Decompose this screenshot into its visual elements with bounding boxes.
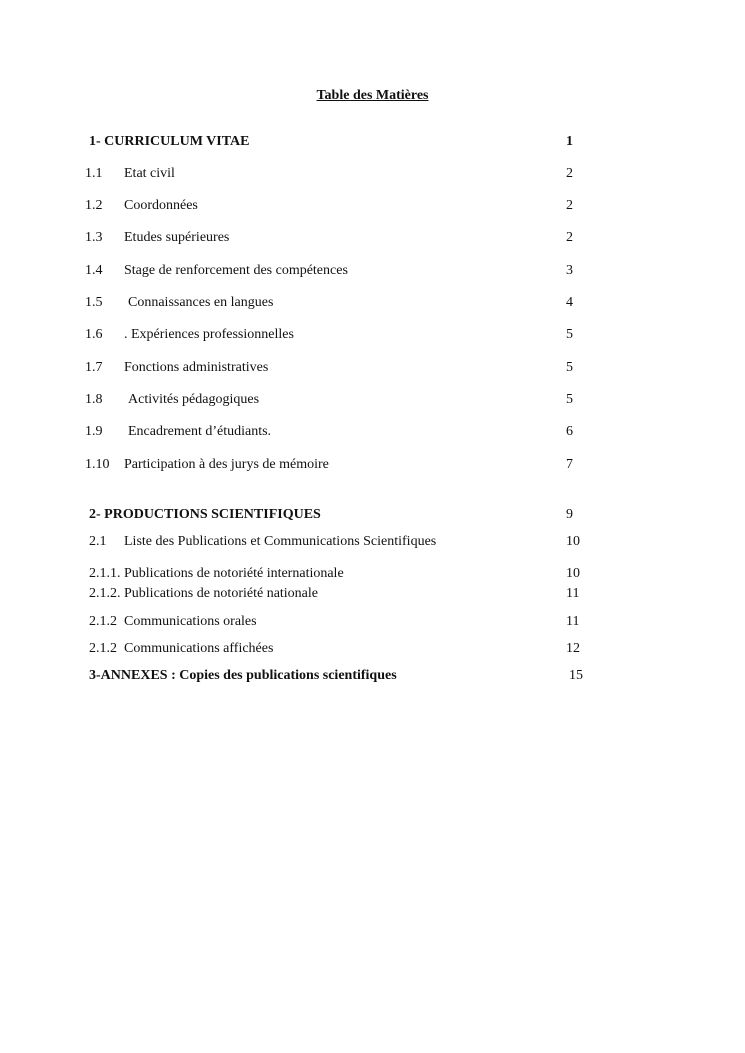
toc-entry-2-1-2: [0, 585, 745, 603]
toc-entry-label: Publications de notoriété internationale: [124, 566, 344, 581]
toc-entry-2-1-2-poster: [0, 640, 745, 658]
toc-entry-label: Publications de notoriété nationale: [124, 586, 319, 601]
toc-entry-1-5: [0, 294, 745, 312]
toc-entry-number: 2.1.2: [89, 641, 117, 656]
toc-entry-1-4: [0, 262, 745, 280]
toc-entry-number: 1.5: [85, 295, 103, 310]
toc-section-label: 2- PRODUCTIONS SCIENTIFIQUES: [89, 507, 321, 522]
toc-entry-2-1-1: [0, 565, 745, 583]
toc-entry-2-1: [0, 533, 745, 551]
toc-entry-1-8: [0, 391, 745, 409]
toc-entry-label: Coordonnées: [124, 198, 198, 213]
toc-page-number: 11: [566, 586, 580, 601]
toc-entry-number: 1.10: [85, 457, 110, 472]
toc-entry-number: 1.1: [85, 166, 103, 181]
toc-entry-number: 1.2: [85, 198, 103, 213]
toc-entry-label: . Expériences professionnelles: [124, 327, 294, 342]
toc-entry-number: 2.1: [89, 534, 107, 549]
toc-entry-label: Activités pédagogiques: [128, 392, 260, 407]
toc-page-number: 7: [566, 457, 573, 472]
toc-entry-label: Encadrement d’étudiants.: [128, 424, 272, 439]
toc-page-number: 5: [566, 360, 573, 375]
toc-page-number: 2: [566, 198, 573, 213]
toc-entry-1-9: [0, 423, 745, 441]
toc-page-number: 10: [566, 534, 580, 549]
toc-page-number: 11: [566, 614, 580, 629]
toc-entry-label: Etudes supérieures: [124, 230, 230, 245]
toc-entry-2-1-2-oral: [0, 613, 745, 631]
toc-entry-number: 1.3: [85, 230, 103, 245]
toc-entry-1-6: [0, 326, 745, 344]
toc-entry-number: 1.4: [85, 263, 103, 278]
toc-entry-1-7: [0, 359, 745, 377]
toc-entry-number: 1.8: [85, 392, 103, 407]
toc-entry-label: Fonctions administratives: [124, 360, 269, 375]
toc-entry-1-2: [0, 197, 745, 215]
toc-entry-number: 2.1.2: [89, 614, 117, 629]
toc-page-number: 5: [566, 392, 573, 407]
toc-entry-number: 1.9: [85, 424, 103, 439]
toc-entry-number: 2.1.2.: [89, 586, 121, 601]
toc-page-number: 1: [566, 134, 573, 149]
toc-page-number: 6: [566, 424, 573, 439]
toc-entry-number: 2.1.1.: [89, 566, 121, 581]
toc-entry-number: 1.6: [85, 327, 103, 342]
toc-entry-label: Communications affichées: [124, 641, 274, 656]
toc-entry-label: Connaissances en langues: [128, 295, 274, 310]
toc-entry-label: Communications orales: [124, 614, 257, 629]
toc-page-number: 4: [566, 295, 573, 310]
toc-section-1: [0, 133, 745, 151]
toc-entry-1-3: [0, 229, 745, 247]
toc-page-number: 2: [566, 230, 573, 245]
toc-entry-label: Etat civil: [124, 166, 175, 181]
toc-entry-label: Participation à des jurys de mémoire: [124, 457, 329, 472]
toc-entry-label: Liste des Publications et Communications Scientifiques: [124, 534, 437, 549]
toc-page-number: 5: [566, 327, 573, 342]
toc-page-number: 10: [566, 566, 580, 581]
toc-title: Table des Matières: [316, 88, 429, 103]
toc-entry-1-1: [0, 165, 745, 183]
toc-page-number: 3: [566, 263, 573, 278]
toc-section-label: 1- CURRICULUM VITAE: [89, 134, 250, 149]
toc-page-number: 9: [566, 507, 573, 522]
toc-section-2: [0, 506, 745, 524]
toc-page-number: 15: [569, 668, 583, 683]
toc-entry-number: 1.7: [85, 360, 103, 375]
toc-page-number: 12: [566, 641, 580, 656]
toc-section-label: 3-ANNEXES : Copies des publications scientifiques: [89, 668, 397, 683]
toc-section-3: [0, 667, 745, 685]
toc-page-number: 2: [566, 166, 573, 181]
toc-entry-label: Stage de renforcement des compétences: [124, 263, 348, 278]
toc-entry-1-10: [0, 456, 745, 474]
